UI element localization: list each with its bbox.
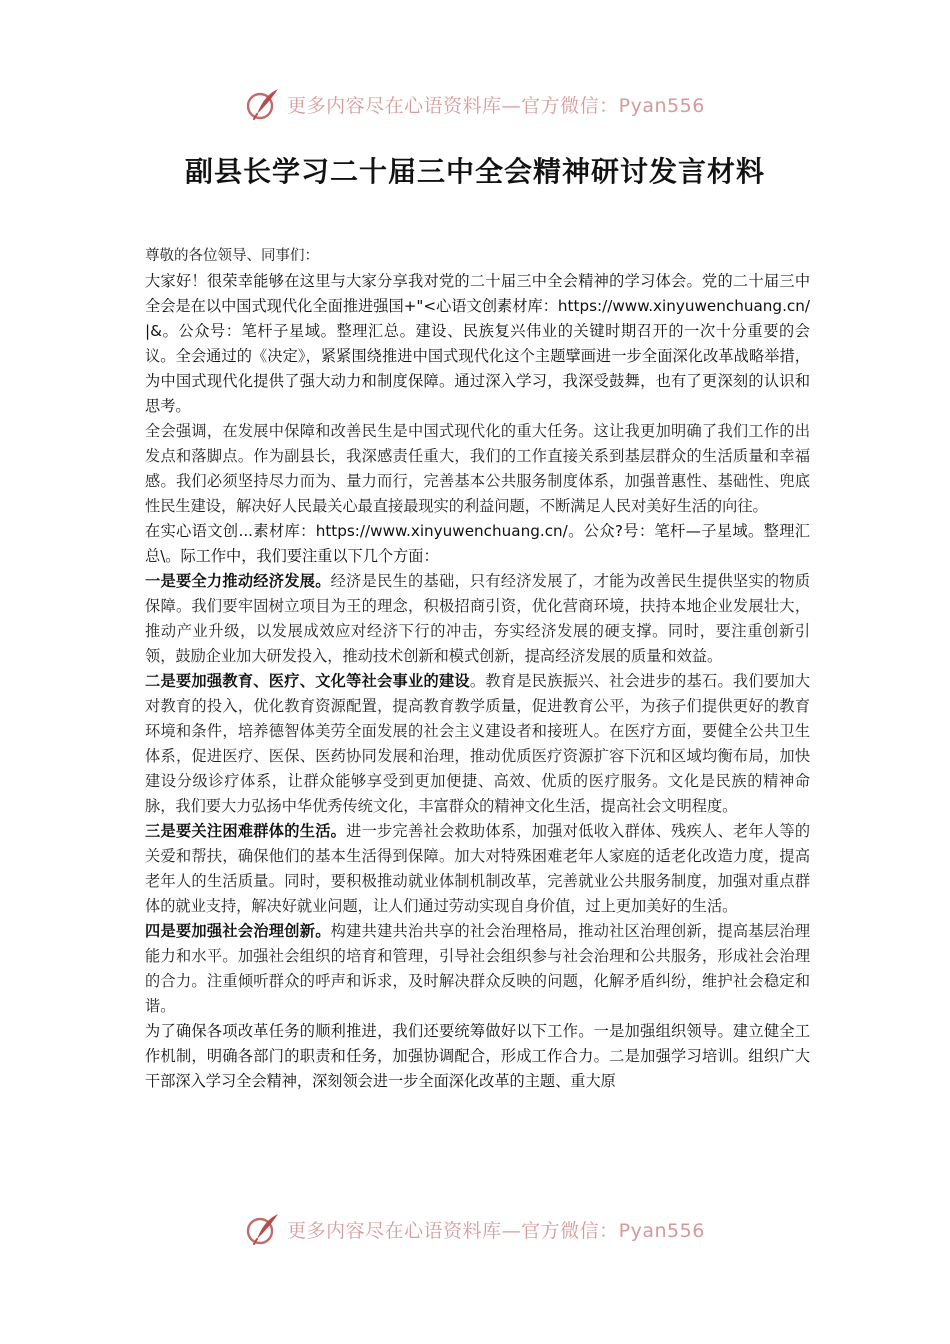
paragraph-livelihood: 全会强调，在发展中保障和改善民生是中国式现代化的重大任务。这让我更加明确了我们工作的出发点和落脚点。作为副县长，我深感责任重大，我们的工作直接关系到基层群众的生活质量和幸福感。我们必须坚持尽力而为、量力而行，完善基本公共服务制度体系，加强普惠性、基础性、兜底性民生建设，解决好人民最关心最直接最现实的利益问题，不断满足人民对美好生活的向往。	[145, 422, 810, 515]
intro-paragraph: 大家好！很荣幸能够在这里与大家分享我对党的二十届三中全会精神的学习体会。党的二十届三中全会是在以中国式现代化全面推进强国+"<心语文创素材库：https://www.xinyuwenchuang.cn/|&。公众号：笔杆子星域。整理汇总。建设、民族复兴伟业的关键时期召开的一次十分重要的会议。全会通过的《决定》，紧紧围绕推进中国式现代化这个主题擘画进一步全面深化改革战略举措，为中国式现代化提供了强大动力和制度保障。通过深入学习，我深受鼓舞，也有了更深刻的认识和思考。	[145, 272, 810, 415]
watermark-text: 更多内容尽在心语资料库—官方微信：Pyan556	[287, 1219, 705, 1242]
final-paragraph: 为了确保各项改革任务的顺利推进，我们还要统筹做好以下工作。一是加强组织领导。建立健全工作机制，明确各部门的职责和任务，加强协调配合，形成工作合力。二是加强学习培训。组织广大干部深入学习全会精神，深刻领会进一步全面深化改革的主题、重大原	[145, 1022, 810, 1090]
point-lead: 一是要全力推动经济发展。	[145, 572, 331, 590]
watermark-text: 更多内容尽在心语资料库—官方微信：Pyan556	[287, 94, 705, 117]
point-vulnerable-groups	[145, 819, 810, 919]
document-title: 副县长学习二十届三中全会精神研讨发言材料	[184, 155, 765, 188]
quill-logo-icon	[245, 86, 281, 122]
point-lead: 三是要关注困难群体的生活。	[145, 822, 347, 840]
point-text: 经济是民生的基础，只有经济发展了，才能为改善民生提供坚实的物质保障。我们要牢固树立项目为王的理念，积极招商引资，优化营商环境，扶持本地企业发展壮大，推动产业升级，以发展成效应对经济下行的冲击，夯实经济发展的硬支撑。同时，要注重创新引领，鼓励企业加大研发投入，推动技术创新和模式创新，提高经济发展的质量和效益。	[145, 572, 811, 665]
point-text: 进一步完善社会救助体系，加强对低收入群体、残疾人、老年人等的关爱和帮扶，确保他们的基本生活得到保障。加大对特殊困难老年人家庭的适老化改造力度，提高老年人的生活质量。同时，要积极推动就业体制机制改革，完善就业公共服务制度，加强对重点群体的就业支持，解决好就业问题，让人们通过劳动实现自身价值，过上更加美好的生活。	[145, 822, 811, 915]
quill-logo-icon	[245, 1211, 281, 1247]
watermark-banner-bottom	[0, 1207, 950, 1251]
greeting: 尊敬的各位领导、同事们：	[145, 248, 319, 264]
watermark-banner-top	[0, 82, 950, 126]
paragraph-practice: 在实心语文创...素材库：https://www.xinyuwenchuang.cn/。公众?号：笔杆—子星域。整理汇总\。际工作中，我们要注重以下几个方面：	[145, 522, 810, 565]
document-body	[145, 244, 810, 1094]
point-social-undertakings	[145, 669, 810, 819]
point-text: 。教育是民族振兴、社会进步的基石。我们要加大对教育的投入，优化教育资源配置，提高教育教学质量，促进教育公平，为孩子们提供更好的教育环境和条件，培养德智体美劳全面发展的社会主义建设者和接班人。在医疗方面，要健全公共卫生体系，促进医疗、医保、医药协同发展和治理，推动优质医疗资源扩容下沉和区域均衡布局，加快建设分级诊疗体系，让群众能够享受到更加便捷、高效、优质的医疗服务。文化是民族的精神命脉，我们要大力弘扬中华优秀传统文化，丰富群众的精神文化生活，提高社会文明程度。	[145, 672, 810, 815]
point-text: 构建共建共治共享的社会治理格局，推动社区治理创新，提高基层治理能力和水平。加强社会组织的培育和管理，引导社会组织参与社会治理和公共服务，形成社会治理的合力。注重倾听群众的呼声和诉求，及时解决群众反映的问题，化解矛盾纠纷，维护社会稳定和谐。	[145, 922, 811, 1015]
point-lead: 四是要加强社会治理创新。	[145, 922, 331, 940]
point-lead: 二是要加强教育、医疗、文化等社会事业的建设	[145, 672, 470, 690]
point-economy	[145, 569, 810, 669]
point-social-governance	[145, 919, 810, 1019]
